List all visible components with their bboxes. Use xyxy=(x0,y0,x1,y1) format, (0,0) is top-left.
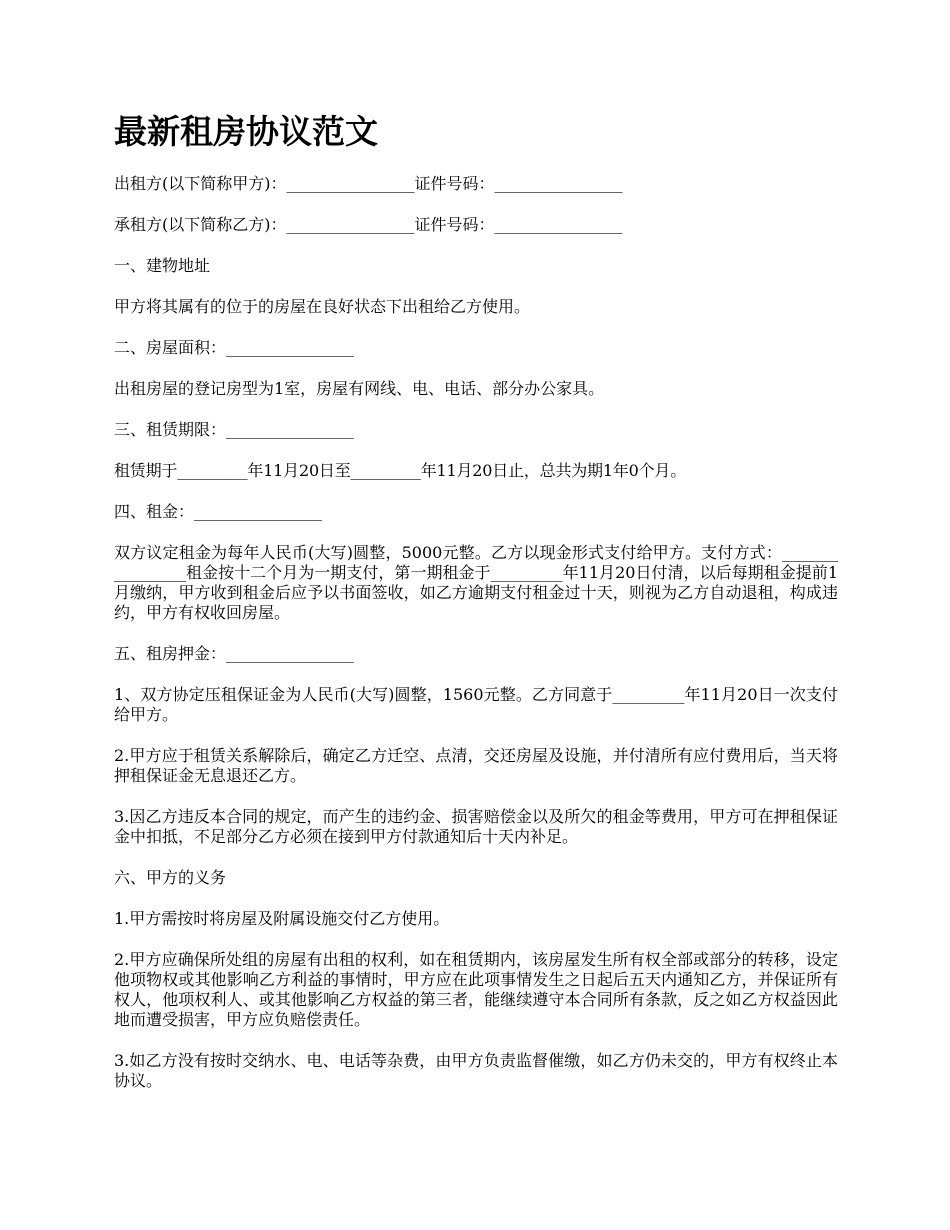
section-heading-lessor-duties: 六、甲方的义务 xyxy=(114,868,227,887)
deposit-clause-2: 2.甲方应于租赁关系解除后，确定乙方迁空、点清，交还房屋及设施，并付清所有应付费用后，当天将押租保证金无息退还乙方。 xyxy=(114,746,838,785)
deposit-clause-1: 1、双方协定压租保证金为人民币(大写)圆整，1560元整。乙方同意于_________年11月20日一次支付给甲方。 xyxy=(114,685,838,724)
lessor-duty-2: 2.甲方应确保所处组的房屋有出租的权利，如在租赁期内，该房屋发生所有权全部或部分的转移，设定他项物权或其他影响乙方利益的事情时，甲方应在此项事情发生之日起后五天内通知乙方，并保证所有权人，他项权利人、或其他影响乙方权益的第三者，能继续遵守本合同所有条款，反之如乙方权益因此地而遭受损害，甲方应负赔偿责任。 xyxy=(114,950,838,1029)
section-heading-rent: 四、租金：________________ xyxy=(114,502,323,521)
lessee-line: 承租方(以下简称乙方)：________________证件号码：________________ xyxy=(114,215,623,234)
lessor-line: 出租方(以下简称甲方)：________________证件号码：________________ xyxy=(114,174,623,193)
deposit-clause-3: 3.因乙方违反本合同的规定，而产生的违约金、损害赔偿金以及所欠的租金等费用，甲方可在押租保证金中扣抵，不足部分乙方必须在接到甲方付款通知后十天内补足。 xyxy=(114,807,838,846)
area-paragraph: 出租房屋的登记房型为1室，房屋有网线、电、电话、部分办公家具。 xyxy=(114,379,605,398)
section-heading-area: 二、房屋面积：________________ xyxy=(114,338,355,357)
section-heading-deposit: 五、租房押金：________________ xyxy=(114,644,355,663)
address-paragraph: 甲方将其属有的位于的房屋在良好状态下出租给乙方使用。 xyxy=(114,297,531,316)
document-page xyxy=(114,110,838,1112)
rent-paragraph: 双方议定租金为每年人民币(大写)圆整，5000元整。乙方以现金形式支付给甲方。支付方式：________________租金按十二个月为一期支付，第一期租金于_________年11月20日付清，以后每期租金提前1月缴纳，甲方收到租金后应予以书面签收，如乙方逾期支付租金过十天，则视为乙方自动退租，构成违约，甲方有权收回房屋。 xyxy=(114,543,838,622)
lessor-duty-3: 3.如乙方没有按时交纳水、电、电话等杂费，由甲方负责监督催缴，如乙方仍未交的，甲方有权终止本协议。 xyxy=(114,1051,838,1090)
lessor-duty-1: 1.甲方需按时将房屋及附属设施交付乙方使用。 xyxy=(114,909,450,928)
section-heading-address: 一、建物地址 xyxy=(114,256,211,275)
term-paragraph: 租赁期于_________年11月20日至_________年11月20日止，总共为期1年0个月。 xyxy=(114,461,686,480)
document-title: 最新租房协议范文 xyxy=(114,112,378,151)
section-heading-term: 三、租赁期限：________________ xyxy=(114,420,355,439)
